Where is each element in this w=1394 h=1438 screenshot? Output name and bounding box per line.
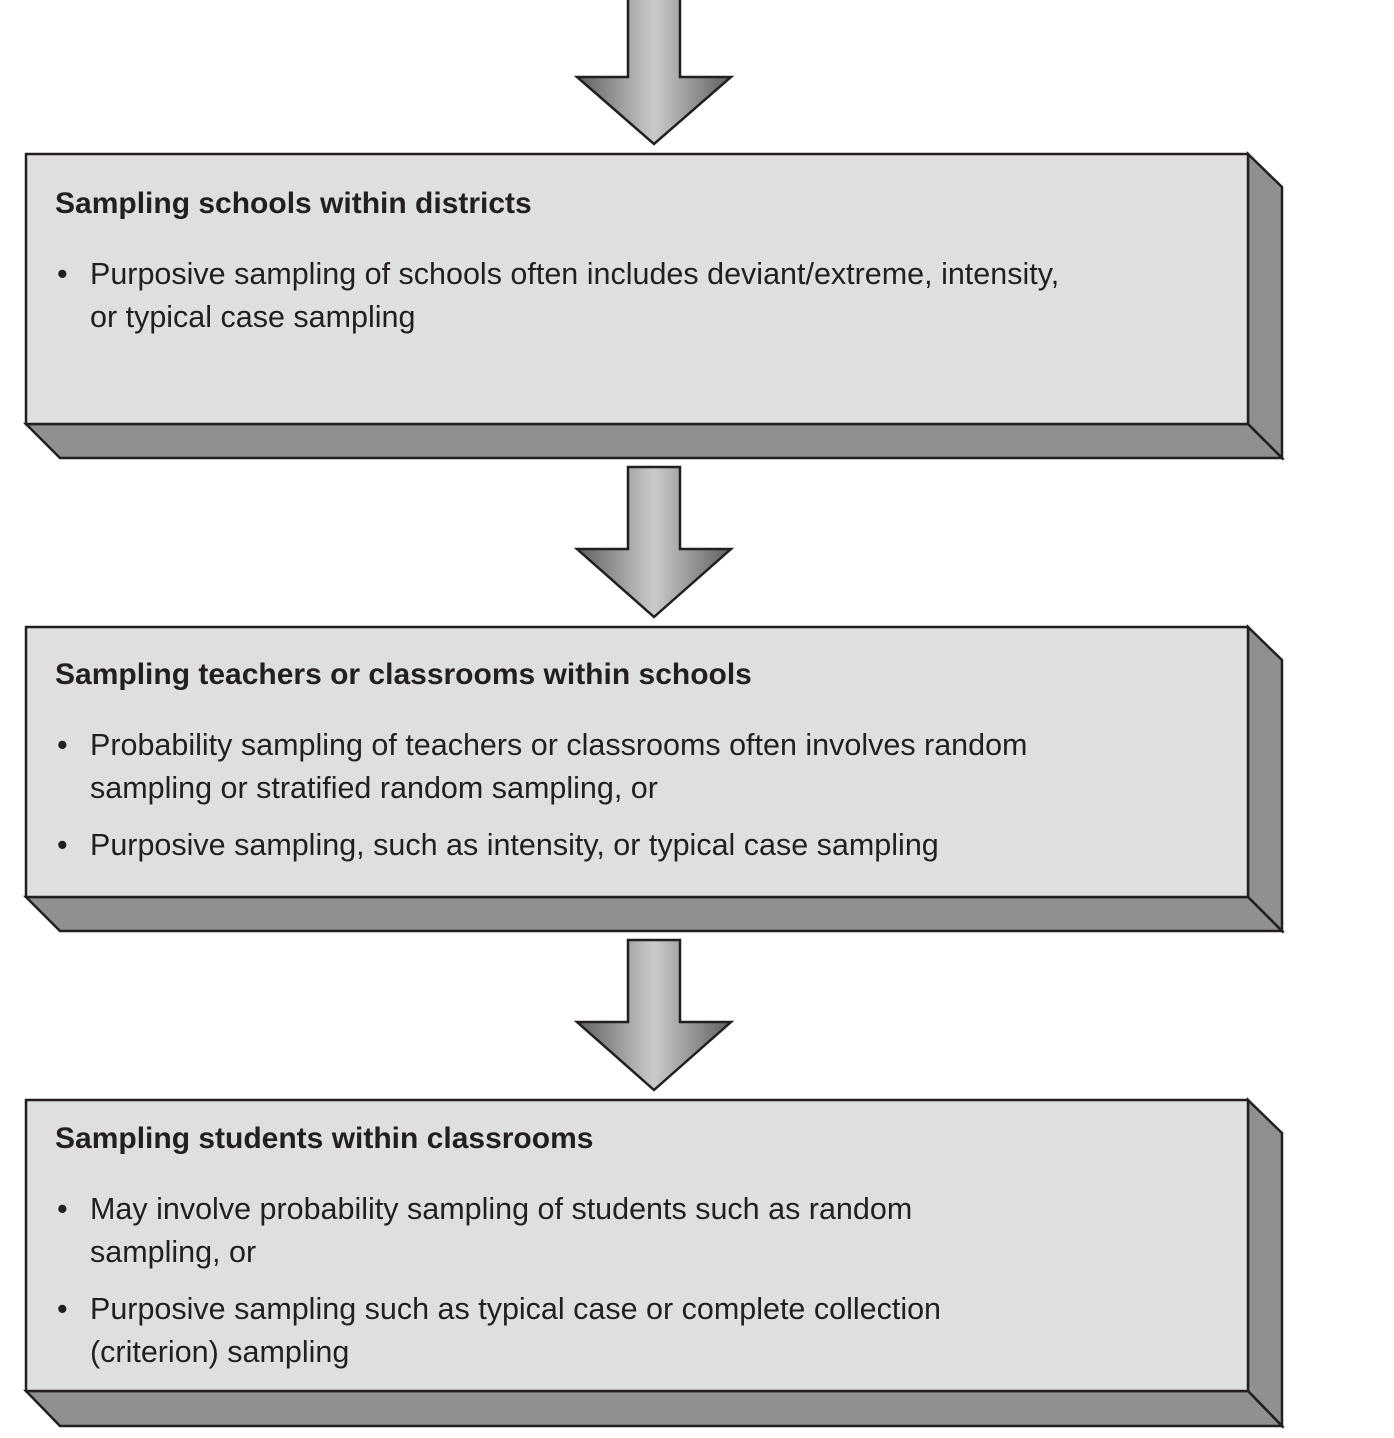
bullet-line: Purposive sampling, such as intensity, or typical case sampling	[90, 828, 939, 862]
down-arrow-icon	[577, 467, 731, 617]
bullet-icon: •	[57, 728, 68, 762]
bullet-line: sampling or stratified random sampling, or	[90, 771, 658, 805]
bullet-line: May involve probability sampling of students such as random	[90, 1192, 913, 1226]
bullet-line: (criterion) sampling	[90, 1335, 350, 1369]
bullet-icon: •	[57, 1192, 68, 1226]
down-arrow-icon	[577, 940, 731, 1090]
box-2-title: Sampling teachers or classrooms within schools	[55, 658, 752, 691]
bullet-line: sampling, or	[90, 1235, 257, 1269]
bullet-icon: •	[57, 257, 68, 291]
bullet-line: Purposive sampling such as typical case or complete collection	[90, 1292, 942, 1326]
bullet-icon: •	[57, 828, 68, 862]
down-arrow-icon	[577, 0, 731, 144]
box-3-title: Sampling students within classrooms	[55, 1122, 594, 1155]
bullet-icon: •	[57, 1292, 68, 1326]
bullet-line: Probability sampling of teachers or classrooms often involves random	[90, 728, 1028, 762]
box-1-title: Sampling schools within districts	[55, 187, 532, 220]
bullet-line: or typical case sampling	[90, 300, 416, 334]
bullet-line: Purposive sampling of schools often includes deviant/extreme, intensity,	[90, 257, 1060, 291]
